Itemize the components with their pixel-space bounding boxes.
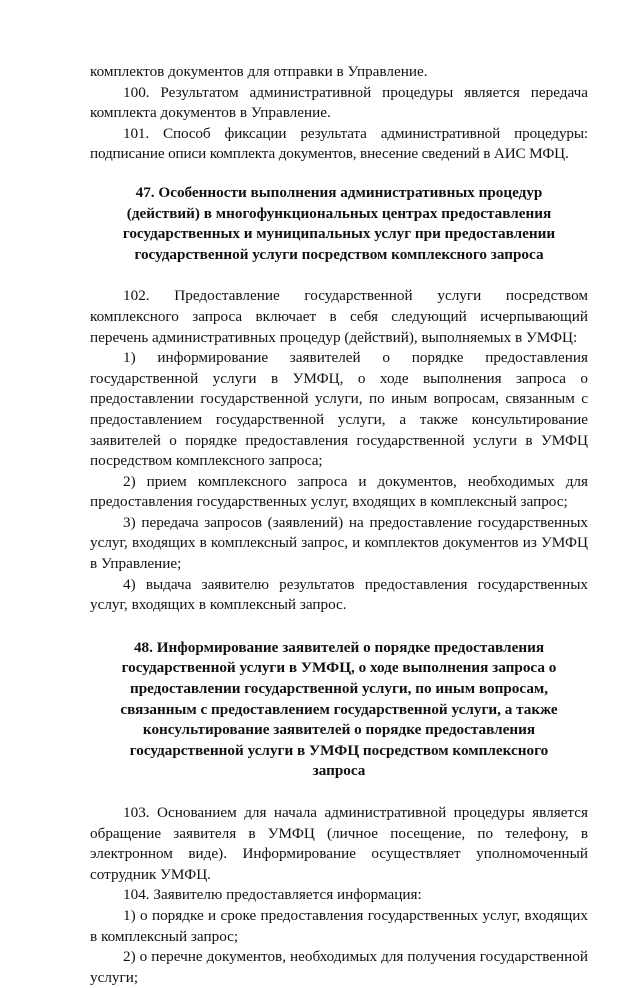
- paragraph-103: 103. Основанием для начала административной процедуры является обращение заявителя в УМФЦ (личное посещение, по телефону, в электронном виде). Информирование осуществляет уполномоченный сотрудник УМФЦ.: [90, 804, 588, 883]
- paragraph-100: 100. Результатом административной процедуры является передача комплекта документов в Управление.: [90, 83, 588, 122]
- list-item-102-2: 2) прием комплексного запроса и документов, необходимых для предоставления государственных услуг, входящих в комплексный запрос;: [90, 472, 588, 511]
- paragraph-101: 101. Способ фиксации результата административной процедуры: подписание описи комплекта документов, внесение сведений в АИС МФЦ.: [90, 124, 588, 163]
- spacer: [90, 782, 588, 803]
- list-item-102-4: 4) выдача заявителю результатов предоставления государственных услуг, входящих в комплексный запрос.: [90, 575, 588, 614]
- spacer: [90, 265, 588, 286]
- list-item-102-1: 1) информирование заявителей о порядке предоставления государственной услуги в УМФЦ, о ходе выполнения запроса о предоставлении государственной услуги, по иным вопросам, связанным с предоставлением государственной услуги, а также консультирование заявителей о порядке предоставления государственной услуги в УМФЦ посредством комплексного запроса;: [90, 349, 588, 470]
- document-page: [90, 62, 588, 988]
- list-item-104-1: 1) о порядке и сроке предоставления государственных услуг, входящих в комплексный запрос;: [90, 906, 588, 945]
- paragraph-104: 104. Заявителю предоставляется информация:: [123, 886, 422, 904]
- section-48-heading: 48. Информирование заявителей о порядке предоставления государственной услуги в УМФЦ, о ходе выполнения запроса о предоставлении государственной услуги, по иным вопросам, связанным с предоставлением государственной услуги, а также консультирование заявителей о порядке предоставления государственной услуги в УМФЦ посредством комплексного запроса: [120, 638, 558, 780]
- section-47-heading: 47. Особенности выполнения административных процедур (действий) в многофункциональных центрах предоставления государственных и муниципальных услуг при предоставлении государственной услуги посредством комплексного запроса: [122, 183, 556, 263]
- list-item-102-3: 3) передача запросов (заявлений) на предоставление государственных услуг, входящих в комплексный запрос, и комплектов документов из УМФЦ в Управление;: [90, 513, 588, 573]
- list-item-104-2: 2) о перечне документов, необходимых для получения государственной услуги;: [90, 948, 588, 986]
- spacer: [90, 616, 588, 638]
- spacer: [90, 165, 588, 183]
- paragraph-continuation: комплектов документов для отправки в Управление.: [90, 63, 428, 80]
- paragraph-102: 102. Предоставление государственной услуги посредством комплексного запроса включает в себя следующий исчерпывающий перечень административных процедур (действий), выполняемых в УМФЦ:: [90, 287, 588, 346]
